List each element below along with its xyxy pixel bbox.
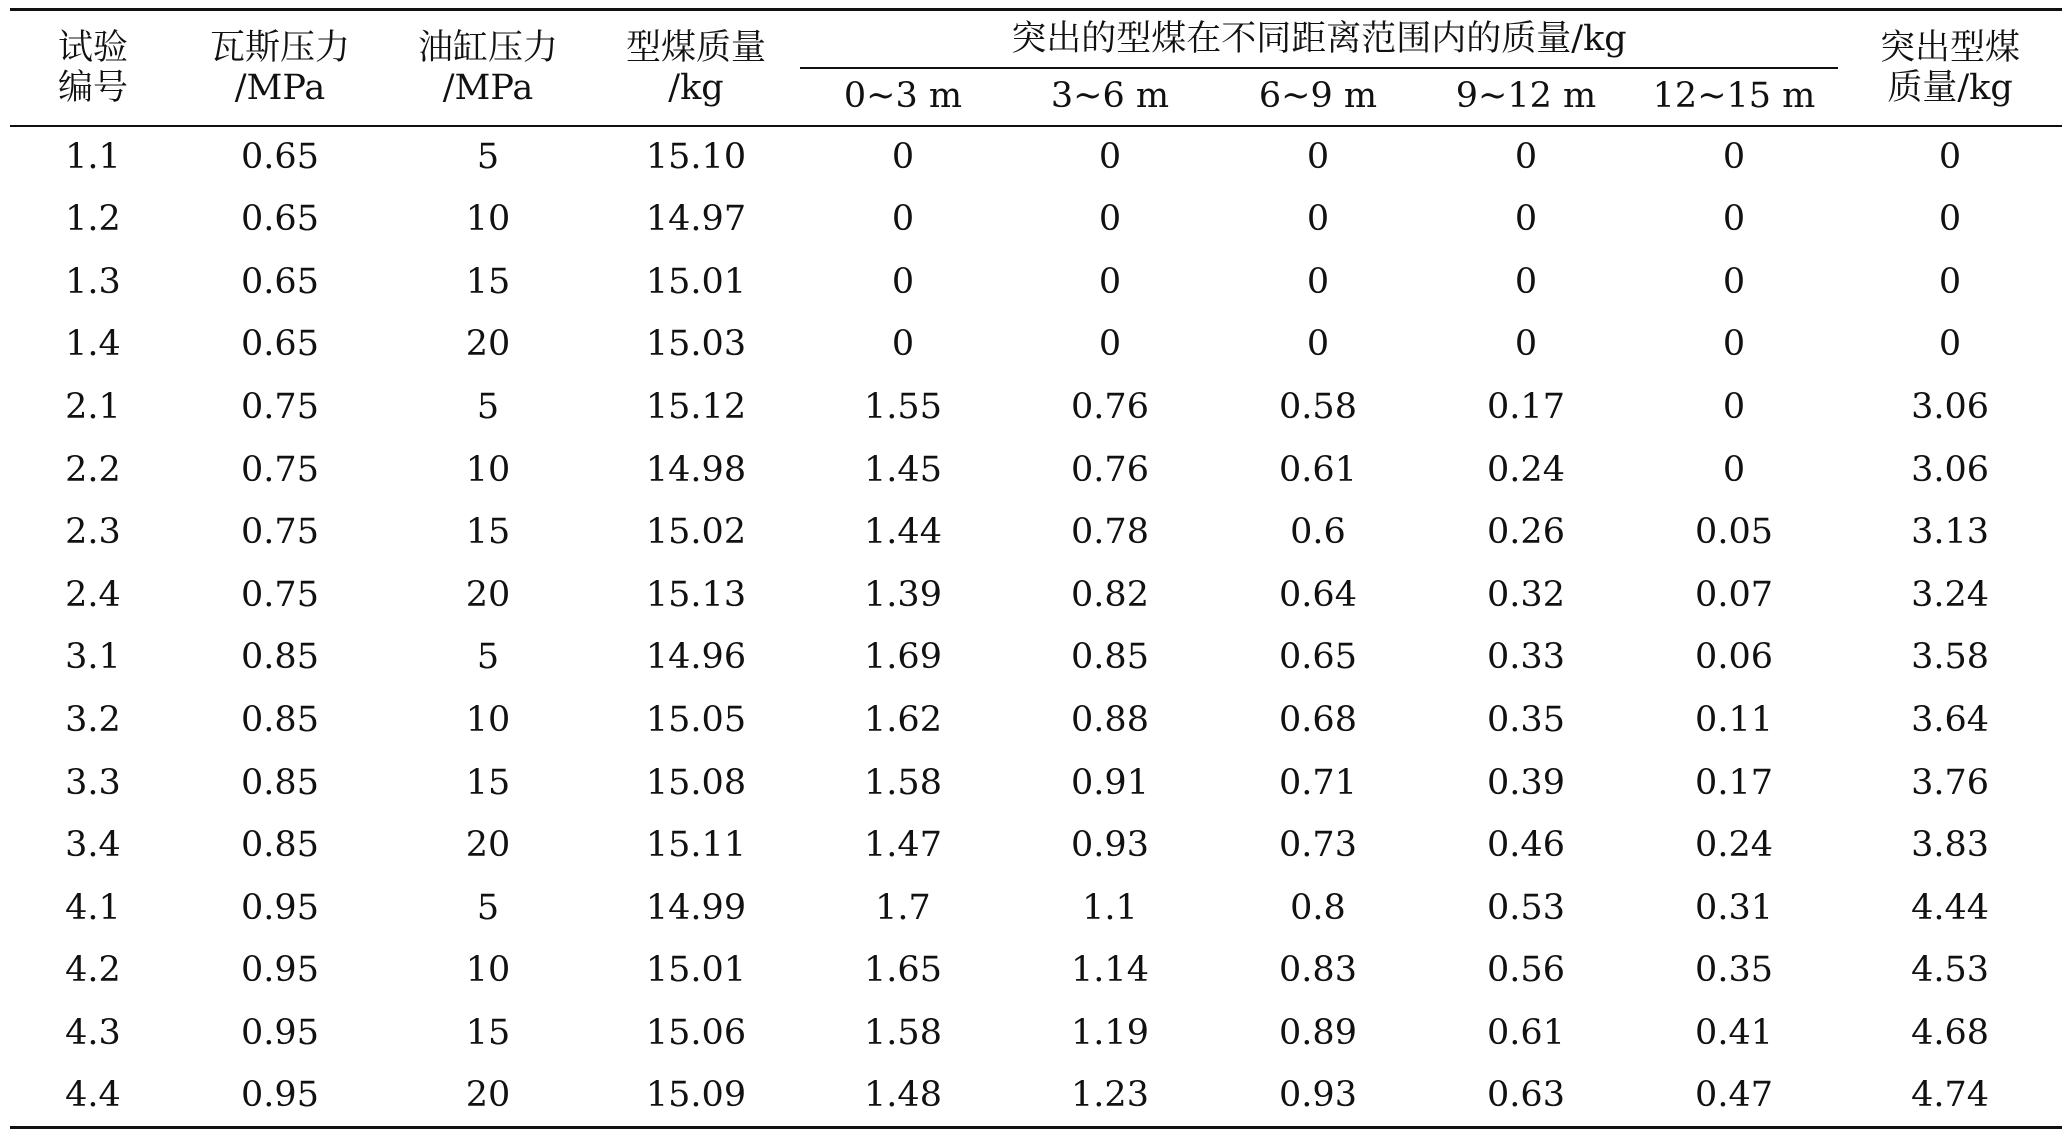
cell-mass-3-6: 0 [1098,137,1122,178]
header-range-6-9: 6~9 m [1214,68,1422,126]
cell-mass-6-9: 0.8 [1290,887,1346,928]
cell-mass-0-3: 1.58 [864,762,942,803]
cell-mass-6-9: 0.65 [1279,637,1357,678]
header-range-9-12: 9~12 m [1422,68,1630,126]
cell-mass-0-3: 0 [891,137,915,178]
cell-cylinder-pressure: 10 [465,449,511,490]
cell-total-mass: 4.53 [1911,950,1989,991]
cell-coal-mass: 15.11 [645,825,747,866]
table-row [10,751,2062,814]
table-row [10,188,2062,251]
cell-mass-9-12: 0 [1514,261,1538,302]
cell-gas-pressure: 0.65 [241,261,319,302]
cell-test-no: 2.2 [65,449,121,490]
cell-test-no: 1.3 [65,261,121,302]
cell-gas-pressure: 0.85 [241,825,319,866]
header-gas-pressure-line1: 瓦斯压力 [209,27,350,68]
cell-total-mass: 3.24 [1911,574,1989,615]
cell-mass-0-3: 1.65 [864,950,942,991]
header-test-no [10,10,176,126]
cell-gas-pressure: 0.65 [241,199,319,240]
cell-mass-9-12: 0 [1514,324,1538,365]
header-test-no-line1: 试验 [57,27,128,68]
cell-mass-12-15: 0.35 [1695,950,1773,991]
table-row [10,251,2062,314]
cell-mass-9-12: 0.53 [1487,887,1565,928]
cell-gas-pressure: 0.75 [241,449,319,490]
cell-mass-6-9: 0.73 [1279,825,1357,866]
header-total-mass-line1: 突出型煤 [1880,27,2021,68]
cell-test-no: 3.3 [65,762,121,803]
cell-coal-mass: 15.10 [645,137,747,178]
cell-coal-mass: 15.09 [592,1064,800,1127]
cell-mass-9-12: 0.56 [1487,950,1565,991]
cell-mass-6-9: 0.93 [1214,1064,1422,1127]
table-row [10,1002,2062,1065]
cell-total-mass: 3.76 [1911,762,1989,803]
cell-test-no: 4.3 [65,1012,121,1053]
header-cylinder-pressure-line1: 油缸压力 [417,27,558,68]
cell-mass-12-15: 0.47 [1630,1064,1838,1127]
cell-mass-6-9: 0.71 [1279,762,1357,803]
cell-gas-pressure: 0.75 [241,387,319,428]
header-range-3-6: 3~6 m [1006,68,1214,126]
cell-coal-mass: 14.97 [645,199,747,240]
cell-mass-3-6: 0 [1098,261,1122,302]
cell-mass-9-12: 0.33 [1487,637,1565,678]
cell-mass-0-3: 1.55 [864,387,942,428]
cell-mass-6-9: 0.83 [1279,950,1357,991]
cell-mass-9-12: 0.32 [1487,574,1565,615]
cell-total-mass: 3.06 [1911,387,1989,428]
cell-mass-9-12: 0.35 [1487,700,1565,741]
cell-coal-mass: 15.01 [645,261,747,302]
table-row [10,877,2062,940]
cell-mass-3-6: 1.19 [1071,1012,1149,1053]
cell-coal-mass: 14.98 [645,449,747,490]
table-row [10,438,2062,501]
cell-mass-9-12: 0.61 [1487,1012,1565,1053]
cell-test-no: 1.2 [65,199,121,240]
cell-mass-3-6: 0.91 [1071,762,1149,803]
cell-coal-mass: 14.96 [645,637,747,678]
cell-coal-mass: 15.08 [645,762,747,803]
table-row [10,126,2062,189]
cell-cylinder-pressure: 20 [465,574,511,615]
cell-coal-mass: 15.06 [645,1012,747,1053]
cell-coal-mass: 15.05 [645,700,747,741]
cell-mass-9-12: 0.63 [1422,1064,1630,1127]
cell-gas-pressure: 0.65 [241,324,319,365]
cell-mass-3-6: 0 [1098,199,1122,240]
cell-gas-pressure: 0.95 [176,1064,384,1127]
cell-mass-0-3: 0 [891,261,915,302]
cell-mass-0-3: 1.47 [864,825,942,866]
cell-mass-6-9: 0.68 [1279,700,1357,741]
cell-mass-3-6: 0.78 [1071,512,1149,553]
cell-mass-9-12: 0.39 [1487,762,1565,803]
cell-total-mass: 3.06 [1911,449,1989,490]
table-row [10,564,2062,627]
cell-mass-3-6: 0 [1098,324,1122,365]
cell-mass-9-12: 0.24 [1487,449,1565,490]
cell-total-mass: 0 [1938,261,1962,302]
cell-mass-6-9: 0 [1306,199,1330,240]
cell-gas-pressure: 0.85 [241,637,319,678]
cell-gas-pressure: 0.75 [241,512,319,553]
cell-mass-12-15: 0.31 [1695,887,1773,928]
cell-cylinder-pressure: 5 [476,387,500,428]
cell-test-no: 4.2 [65,950,121,991]
cell-mass-3-6: 1.1 [1082,887,1138,928]
cell-gas-pressure: 0.95 [241,887,319,928]
cell-coal-mass: 15.03 [645,324,747,365]
cell-mass-12-15: 0.17 [1695,762,1773,803]
cell-gas-pressure: 0.85 [241,700,319,741]
header-coal-mass [592,10,800,126]
cell-mass-6-9: 0.6 [1290,512,1346,553]
table-row [10,1064,2062,1127]
cell-cylinder-pressure: 10 [465,700,511,741]
cell-mass-0-3: 1.44 [864,512,942,553]
cell-cylinder-pressure: 20 [465,324,511,365]
table-header [10,10,2062,126]
cell-cylinder-pressure: 5 [476,137,500,178]
table-row [10,501,2062,564]
cell-mass-0-3: 1.48 [800,1064,1006,1127]
cell-total-mass: 4.44 [1911,887,1989,928]
header-cylinder-pressure [384,10,592,126]
cell-mass-0-3: 1.62 [864,700,942,741]
cell-cylinder-pressure: 20 [465,825,511,866]
header-total-mass [1838,10,2062,126]
header-distance-group: 突出的型煤在不同距离范围内的质量/kg [800,10,1838,68]
cell-mass-0-3: 1.39 [864,574,942,615]
cell-test-no: 1.1 [65,137,121,178]
cell-mass-3-6: 1.14 [1071,950,1149,991]
cell-total-mass: 0 [1938,199,1962,240]
table-row [10,313,2062,376]
cell-mass-6-9: 0 [1306,324,1330,365]
cell-cylinder-pressure: 5 [476,637,500,678]
cell-total-mass: 0 [1938,137,1962,178]
table-row [10,376,2062,439]
cell-test-no: 2.3 [65,512,121,553]
cell-total-mass: 3.13 [1911,512,1989,553]
cell-test-no: 3.1 [65,637,121,678]
cell-mass-0-3: 0 [891,199,915,240]
cell-total-mass: 3.83 [1911,825,1989,866]
header-cylinder-pressure-line2: /MPa [442,67,534,108]
cell-coal-mass: 15.12 [645,387,747,428]
cell-mass-3-6: 1.23 [1006,1064,1214,1127]
cell-cylinder-pressure: 15 [465,261,511,302]
cell-mass-6-9: 0 [1306,261,1330,302]
cell-mass-12-15: 0 [1722,387,1746,428]
cell-mass-0-3: 0 [891,324,915,365]
cell-test-no: 3.4 [65,825,121,866]
cell-cylinder-pressure: 10 [465,199,511,240]
header-total-mass-line2: 质量/kg [1887,67,2013,108]
cell-cylinder-pressure: 10 [465,950,511,991]
cell-mass-9-12: 0.17 [1487,387,1565,428]
cell-mass-3-6: 0.88 [1071,700,1149,741]
cell-total-mass: 3.58 [1911,637,1989,678]
table-row [10,939,2062,1002]
cell-mass-12-15: 0.07 [1695,574,1773,615]
cell-coal-mass: 14.99 [645,887,747,928]
cell-test-no: 4.1 [65,887,121,928]
cell-cylinder-pressure: 5 [476,887,500,928]
header-gas-pressure [176,10,384,126]
cell-gas-pressure: 0.85 [241,762,319,803]
cell-coal-mass: 15.02 [645,512,747,553]
cell-cylinder-pressure: 15 [465,512,511,553]
cell-mass-12-15: 0 [1722,199,1746,240]
cell-mass-6-9: 0.64 [1279,574,1357,615]
cell-cylinder-pressure: 20 [384,1064,592,1127]
cell-mass-12-15: 0 [1722,137,1746,178]
cell-gas-pressure: 0.95 [241,1012,319,1053]
header-range-12-15: 12~15 m [1630,68,1838,126]
cell-mass-9-12: 0.26 [1487,512,1565,553]
cell-mass-6-9: 0.89 [1279,1012,1357,1053]
table-row [10,689,2062,752]
cell-gas-pressure: 0.65 [241,137,319,178]
header-gas-pressure-line2: /MPa [234,67,326,108]
cell-total-mass: 4.68 [1911,1012,1989,1053]
cell-mass-6-9: 0.58 [1279,387,1357,428]
cell-mass-12-15: 0 [1722,449,1746,490]
cell-test-no: 2.4 [65,574,121,615]
cell-test-no: 2.1 [65,387,121,428]
header-coal-mass-line2: /kg [668,67,724,108]
cell-mass-9-12: 0.46 [1487,825,1565,866]
cell-mass-12-15: 0.41 [1695,1012,1773,1053]
header-range-0-3: 0~3 m [800,68,1006,126]
outburst-data-table [10,8,2062,1129]
cell-total-mass: 4.74 [1838,1064,2062,1127]
cell-coal-mass: 15.13 [645,574,747,615]
cell-mass-12-15: 0.11 [1695,700,1773,741]
cell-mass-0-3: 1.7 [875,887,931,928]
cell-mass-12-15: 0.06 [1695,637,1773,678]
cell-mass-0-3: 1.45 [864,449,942,490]
cell-coal-mass: 15.01 [645,950,747,991]
cell-cylinder-pressure: 15 [465,1012,511,1053]
cell-mass-12-15: 0.05 [1695,512,1773,553]
cell-gas-pressure: 0.95 [241,950,319,991]
cell-mass-6-9: 0 [1306,137,1330,178]
cell-total-mass: 3.64 [1911,700,1989,741]
cell-cylinder-pressure: 15 [465,762,511,803]
cell-mass-6-9: 0.61 [1279,449,1357,490]
cell-mass-12-15: 0 [1722,261,1746,302]
cell-mass-3-6: 0.76 [1071,449,1149,490]
cell-test-no: 4.4 [10,1064,176,1127]
header-coal-mass-line1: 型煤质量 [625,27,766,68]
cell-total-mass: 0 [1938,324,1962,365]
cell-mass-9-12: 0 [1514,199,1538,240]
cell-test-no: 1.4 [65,324,121,365]
cell-mass-0-3: 1.58 [864,1012,942,1053]
cell-mass-0-3: 1.69 [864,637,942,678]
cell-mass-3-6: 0.76 [1071,387,1149,428]
cell-mass-3-6: 0.85 [1071,637,1149,678]
cell-mass-12-15: 0.24 [1695,825,1773,866]
header-test-no-line2: 编号 [57,67,128,108]
table-row [10,626,2062,689]
cell-mass-12-15: 0 [1722,324,1746,365]
cell-test-no: 3.2 [65,700,121,741]
table-row [10,814,2062,877]
cell-mass-3-6: 0.93 [1071,825,1149,866]
cell-mass-3-6: 0.82 [1071,574,1149,615]
cell-gas-pressure: 0.75 [241,574,319,615]
cell-mass-9-12: 0 [1514,137,1538,178]
table-body [10,126,2062,1128]
